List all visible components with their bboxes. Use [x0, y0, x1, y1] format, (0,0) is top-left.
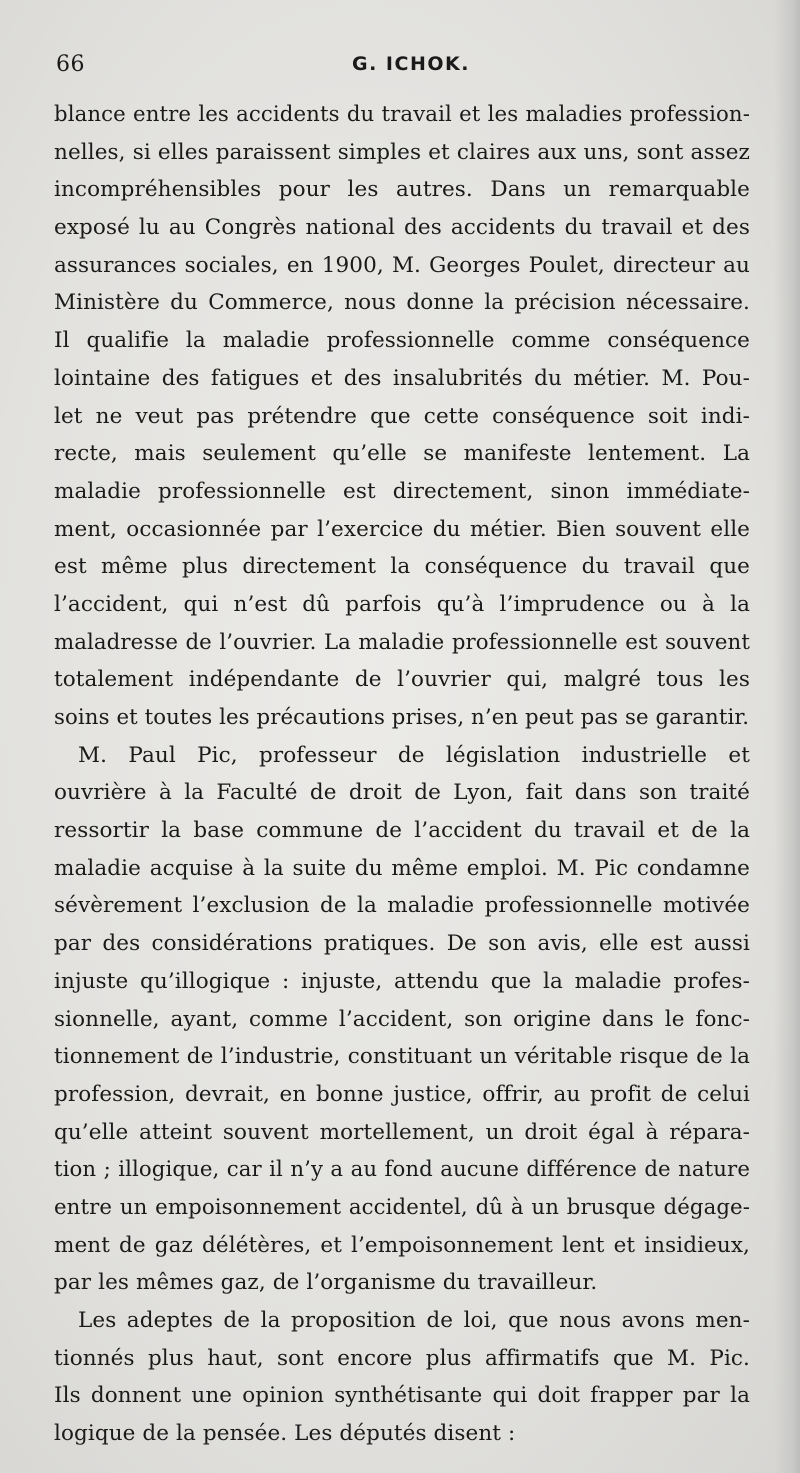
page-number: 66	[56, 52, 85, 77]
text-line: l’accident, qui n’est dû parfois qu’à l’imprudence ou à la	[54, 591, 750, 617]
text-line: par des considérations pratiques. De son avis, elle est aussi	[54, 931, 750, 957]
text-line: recte, mais seulement qu’elle se manifeste lentement. La	[54, 441, 750, 467]
text-line: soins et toutes les précautions prises, n’en peut pas se garantir.	[54, 705, 750, 730]
running-head: G. ICHOK.	[352, 53, 470, 75]
text-line: blance entre les accidents du travail et les maladies profession-	[54, 102, 750, 127]
text-line: M. Paul Pic, professeur de législation industrielle et	[78, 742, 750, 768]
text-line: Les adeptes de la proposition de loi, que nous avons men-	[78, 1308, 750, 1333]
page-edge-shadow	[774, 0, 800, 1473]
text-line: est même plus directement la conséquence du travail que	[54, 554, 750, 580]
text-line: logique de la pensée. Les députés disent :	[54, 1421, 516, 1447]
text-line: entre un empoisonnement accidentel, dû à un brusque dégage-	[54, 1194, 750, 1220]
text-line: ouvrière à la Faculté de droit de Lyon, fait dans son traité	[54, 780, 750, 806]
text-line: maladie professionnelle est directement, sinon immédiate-	[54, 478, 750, 504]
page-header	[56, 52, 746, 92]
text-line: sévèrement l’exclusion de la maladie professionnelle motivée	[54, 893, 750, 919]
text-line: profession, devrait, en bonne justice, offrir, au profit de celui	[54, 1081, 750, 1107]
text-line: ment, occasionnée par l’exercice du métier. Bien souvent elle	[54, 516, 750, 542]
text-line: qu’elle atteint souvent mortellement, un droit égal à répara-	[54, 1119, 750, 1145]
text-line: par les mêmes gaz, de l’organisme du travailleur.	[54, 1270, 598, 1296]
text-line: injuste qu’illogique : injuste, attendu que la maladie profes-	[54, 968, 750, 994]
text-line: Il qualifie la maladie professionnelle comme conséquence	[54, 328, 750, 354]
text-line: Ils donnent une opinion synthétisante qui doit frapper par la	[54, 1383, 750, 1409]
text-line: Ministère du Commerce, nous donne la précision nécessaire.	[54, 290, 750, 316]
text-line: let ne veut pas prétendre que cette conséquence soit indi-	[54, 403, 750, 429]
text-line: sionnelle, ayant, comme l’accident, son origine dans le fonc-	[54, 1006, 750, 1032]
text-line: nelles, si elles paraissent simples et claires aux uns, sont assez	[54, 139, 750, 165]
body-text	[54, 96, 750, 1453]
text-line: tionnés plus haut, sont encore plus affirmatifs que M. Pic.	[54, 1345, 750, 1371]
text-line: maladresse de l’ouvrier. La maladie professionnelle est souvent	[54, 629, 750, 655]
text-line: assurances sociales, en 1900, M. Georges Poulet, directeur au	[54, 252, 750, 278]
text-line: maladie acquise à la suite du même emploi. M. Pic condamne	[54, 855, 750, 881]
text-line: exposé lu au Congrès national des accidents du travail et des	[54, 215, 750, 241]
text-line: lointaine des fatigues et des insalubrités du métier. M. Pou-	[54, 365, 750, 391]
text-line: ment de gaz délétères, et l’empoisonnement lent et insidieux,	[54, 1232, 750, 1258]
text-line: incompréhensibles pour les autres. Dans un remarquable	[54, 177, 750, 203]
text-line: tion ; illogique, car il n’y a au fond aucune différence de nature	[54, 1157, 750, 1183]
text-line: totalement indépendante de l’ouvrier qui, malgré tous les	[54, 667, 750, 693]
text-line: ressortir la base commune de l’accident du travail et de la	[54, 818, 750, 844]
text-line: tionnement de l’industrie, constituant un véritable risque de la	[54, 1044, 750, 1070]
